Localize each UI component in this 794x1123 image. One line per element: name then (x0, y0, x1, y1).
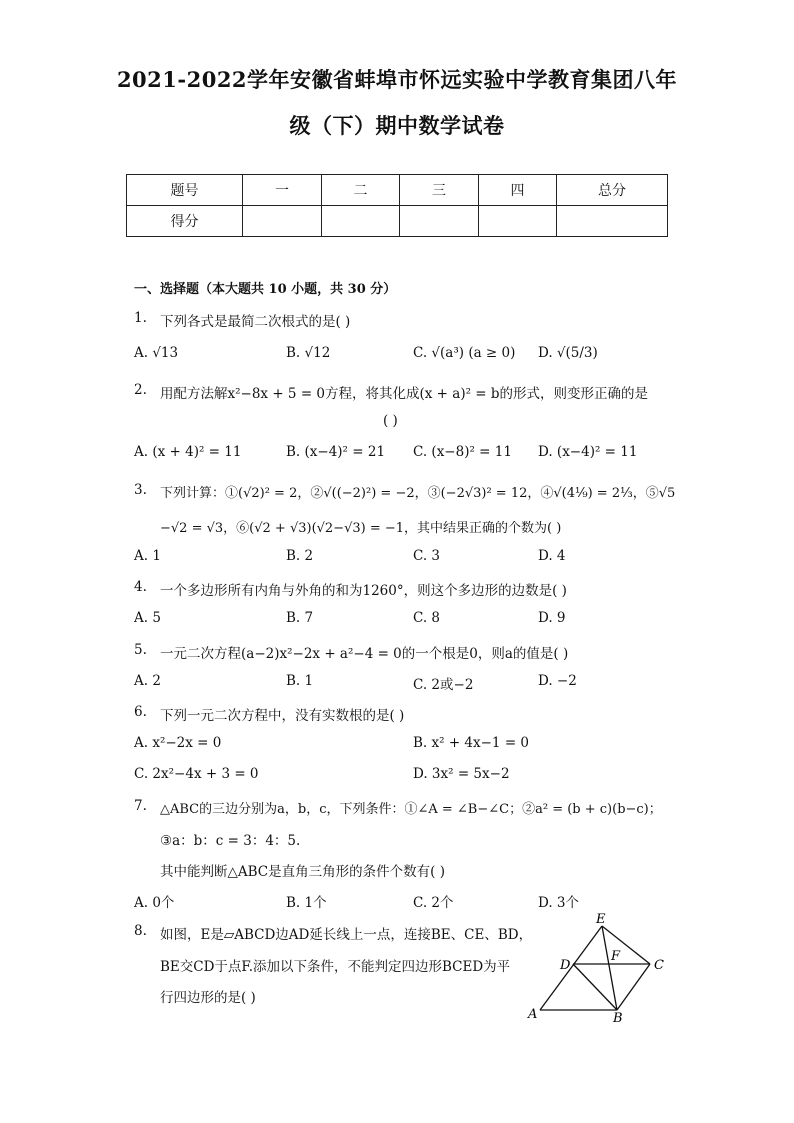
question-text: 一个多边形所有内角与外角的和为1260°，则这个多边形的边数是( ) (160, 583, 567, 599)
segment-ec (602, 926, 650, 964)
row-label-cell: 得分 (127, 206, 243, 237)
option-c[interactable]: C. 3 (413, 548, 441, 564)
option-a[interactable]: A. x²−2x = 0 (134, 735, 222, 751)
label-d: D (560, 958, 571, 973)
question-text: 如图，E是▱ABCD边AD延长线上一点，连接BE、CE、BD， (160, 927, 533, 943)
option-a[interactable]: A. (x + 4)² = 11 (134, 444, 242, 460)
paper-title-line-1: 2021-2022学年安徽省蚌埠市怀远实验中学教育集团八年 (116, 67, 678, 92)
option-d[interactable]: D. 9 (538, 610, 566, 626)
question-text-cont: −√2 = √3，⑥(√2 + √3)(√2−√3) = −1，其中结果正确的个数为( ) (160, 521, 562, 536)
score-cell[interactable] (479, 206, 557, 237)
option-c[interactable]: C. 2x²−4x + 3 = 0 (134, 766, 259, 782)
option-c[interactable]: C. 8 (413, 610, 441, 626)
score-table-header-row (127, 175, 668, 206)
question-text-cont: ③a：b：c = 3：4：5. (160, 833, 301, 849)
question-number: 2. (134, 382, 147, 398)
question-number: 3. (134, 482, 147, 498)
question-number: 1. (134, 310, 147, 326)
question-text-cont: 其中能判断△ABC是直角三角形的条件个数有( ) (160, 864, 445, 880)
score-table (126, 174, 668, 237)
question-text-cont: 行四边形的是( ) (160, 990, 256, 1006)
option-d[interactable]: D. √(5/3) (538, 345, 598, 361)
header-cell: 四 (479, 175, 557, 206)
option-a[interactable]: A. √13 (134, 345, 179, 361)
header-cell: 总分 (557, 175, 668, 206)
question-text: 下列一元二次方程中，没有实数根的是( ) (160, 708, 405, 724)
option-c[interactable]: C. 2或−2 (413, 677, 474, 693)
option-c[interactable]: C. √(a³) (a ≥ 0) (413, 345, 516, 361)
option-a[interactable]: A. 2 (134, 673, 161, 689)
score-cell[interactable] (557, 206, 668, 237)
header-cell: 二 (322, 175, 400, 206)
option-c[interactable]: C. 2个 (413, 895, 454, 911)
option-a[interactable]: A. 5 (134, 610, 161, 626)
question-text-cont: ( ) (383, 413, 398, 429)
label-f: F (611, 949, 621, 964)
option-b[interactable]: B. x² + 4x−1 = 0 (413, 735, 530, 751)
question-text-cont: BE交CD于点F.添加以下条件，不能判定四边形BCED为平 (160, 959, 511, 975)
question-number: 7. (134, 798, 147, 814)
option-b[interactable]: B. √12 (286, 345, 331, 361)
option-d[interactable]: D. −2 (538, 673, 577, 689)
question-text: 用配方法解x²−8x + 5 = 0方程，将其化成(x + a)² = b的形式，则变形正确的是 (160, 386, 649, 402)
question-text: △ABC的三边分别为a，b，c，下列条件：①∠A = ∠B−∠C；②a² = (b + c)(b−c)； (160, 802, 662, 817)
score-cell[interactable] (400, 206, 479, 237)
label-e: E (596, 912, 606, 927)
option-b[interactable]: B. 7 (286, 610, 314, 626)
header-cell: 题号 (127, 175, 243, 206)
question-text: 一元二次方程(a−2)x²−2x + a²−4 = 0的一个根是0，则a的值是( ) (160, 646, 569, 662)
segment-ae (540, 926, 602, 1010)
section-heading: 一、选择题（本大题共 10 小题，共 30 分） (134, 282, 397, 297)
segment-bc (617, 964, 650, 1010)
label-a: A (528, 1007, 538, 1022)
option-b[interactable]: B. 1 (286, 673, 314, 689)
paper-title-line-2: 级（下）期中数学试卷 (289, 113, 505, 138)
option-a[interactable]: A. 1 (134, 548, 161, 564)
question-number: 6. (134, 704, 147, 720)
option-b[interactable]: B. (x−4)² = 21 (286, 444, 386, 460)
header-cell: 三 (400, 175, 479, 206)
question-number: 5. (134, 642, 147, 658)
option-b[interactable]: B. 1个 (286, 895, 327, 911)
label-b: B (613, 1011, 623, 1023)
option-d[interactable]: D. (x−4)² = 11 (538, 444, 638, 460)
option-c[interactable]: C. (x−8)² = 11 (413, 444, 512, 460)
option-d[interactable]: D. 4 (538, 548, 566, 564)
option-d[interactable]: D. 3个 (538, 895, 580, 911)
option-a[interactable]: A. 0个 (134, 895, 175, 911)
question-number: 4. (134, 579, 147, 595)
question-text: 下列计算：①(√2)² = 2，②√((−2)²) = −2，③(−2√3)² = 12，④√(4⅑) = 2⅓，⑤√5 (160, 486, 676, 501)
score-table-score-row (127, 206, 668, 237)
option-d[interactable]: D. 3x² = 5x−2 (413, 766, 510, 782)
option-b[interactable]: B. 2 (286, 548, 314, 564)
label-c: C (654, 958, 664, 973)
question-number: 8. (134, 923, 147, 939)
header-cell: 一 (243, 175, 322, 206)
score-cell[interactable] (322, 206, 400, 237)
question-text: 下列各式是最简二次根式的是( ) (160, 314, 351, 330)
score-cell[interactable] (243, 206, 322, 237)
geometry-figure (520, 908, 670, 1023)
